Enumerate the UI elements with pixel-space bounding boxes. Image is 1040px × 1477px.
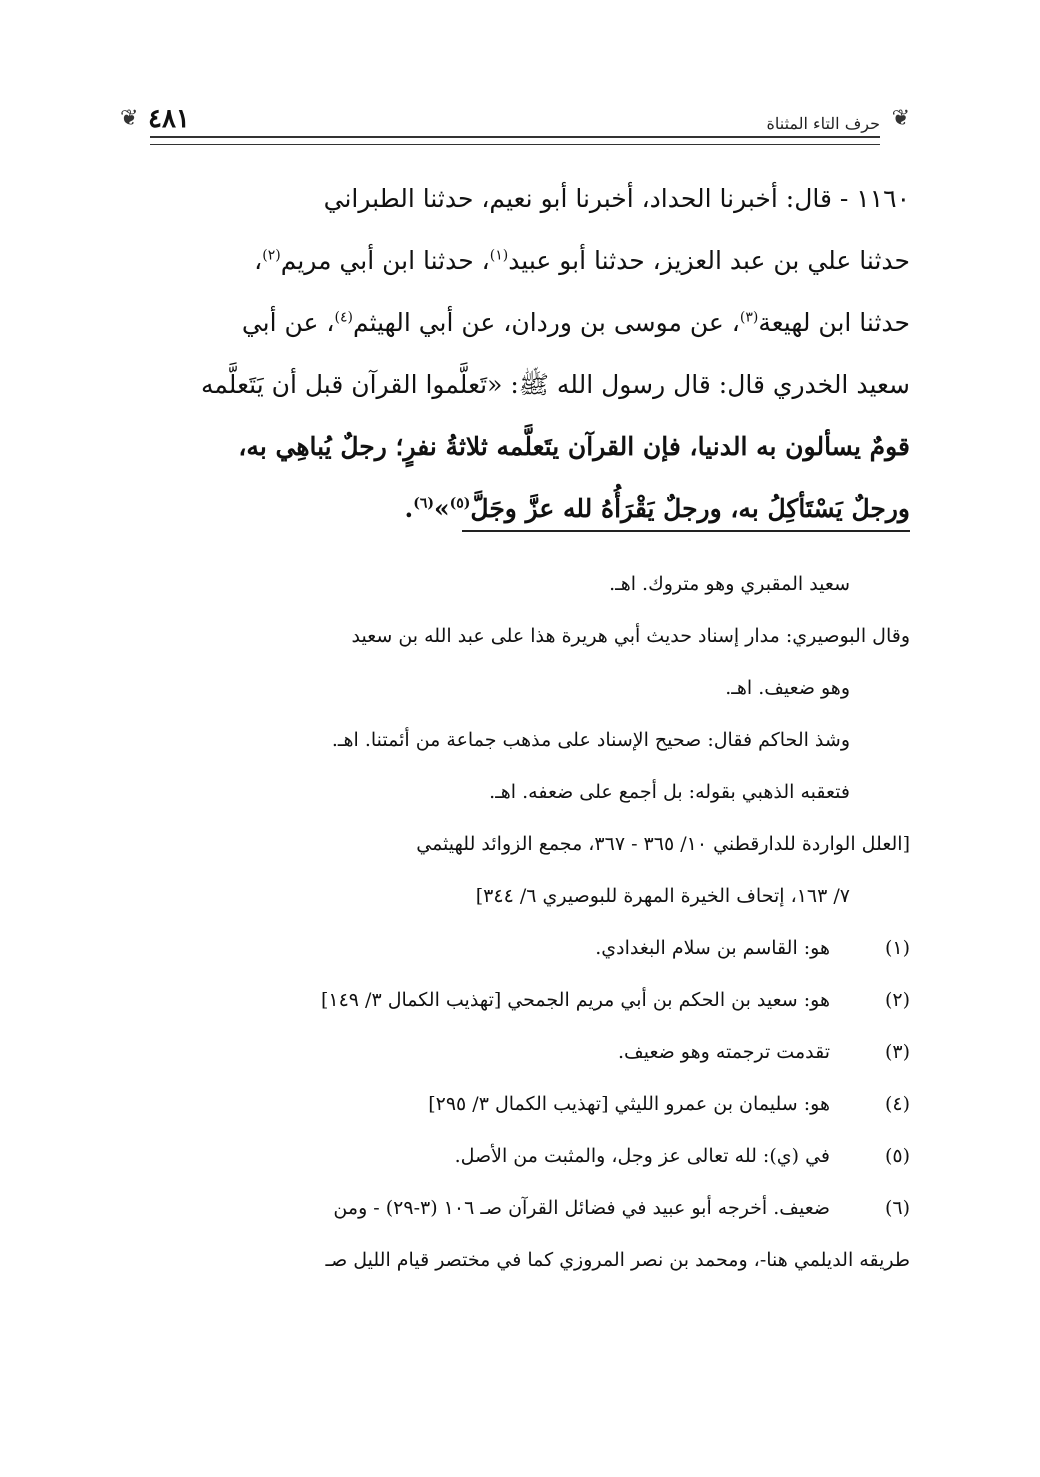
footnote-ref: (٤) (334, 309, 353, 326)
note-line: وقال البوصيري: مدار إسناد حديث أبي هريرة هذا على عبد الله بن سعيد (351, 625, 910, 647)
ornament-icon: ❦ (891, 106, 910, 131)
note-line: ٧/ ١٦٣، إتحاف الخيرة المهرة للبوصيري ٦/ ٣٤٤] (475, 885, 850, 907)
note-line: سعيد المقبري وهو متروك. اهـ. (609, 573, 850, 595)
ornament-icon: ❦ (120, 106, 139, 131)
footnote-text: تقدمت ترجمته وهو ضعيف. (618, 1041, 830, 1063)
footnote (130, 1182, 910, 1234)
footnote-number: (٥) (884, 1145, 910, 1167)
note-line: [العلل الواردة للدارقطني ١٠/ ٣٦٥ - ٣٦٧، مجمع الزوائد للهيثمي (416, 833, 910, 855)
footnote-text: طريقه الديلمي هنا-، ومحمد بن نصر المروزي كما في مختصر قيام الليل صـ (325, 1249, 910, 1271)
footnote-number: (٦) (884, 1197, 910, 1219)
footnote-number: (٣) (884, 1041, 910, 1063)
footnote-text: هو: سعيد بن الحكم بن أبي مريم الجمحي [تهذيب الكمال ٣/ ١٤٩] (320, 989, 830, 1011)
footnote-number: (٢) (884, 989, 910, 1011)
footnote-ref: (٢) (262, 247, 281, 264)
footnote (130, 974, 910, 1026)
footnote (130, 1130, 910, 1182)
footnote-text: ضعيف. أخرجه أبو عبيد في فضائل القرآن صـ ١٠٦ (٣-٢٩) - ومن (333, 1197, 830, 1219)
footnote-area (130, 558, 910, 1286)
footnote-number: (٤) (884, 1093, 910, 1115)
header-rule (150, 136, 880, 145)
footnote-text: هو: القاسم بن سلام البغدادي. (595, 937, 830, 959)
running-header (120, 100, 910, 146)
text-line: حدثنا ابن لهيعة$^{(٣)}$، عن موسى بن وردان، عن أبي الهيثم$^{(٤)}$، عن أبي (241, 308, 910, 337)
footnote-ref: (٦) (413, 495, 434, 512)
footnote (130, 922, 910, 974)
footnote-text: في (ي): لله تعالى عز وجل، والمثبت من الأصل. (454, 1145, 830, 1167)
footnote-divider (462, 530, 910, 532)
footnote-ref: (١) (489, 247, 509, 264)
footnote (130, 1026, 910, 1078)
chapter-title: حرف التاء المثناة (766, 114, 880, 133)
text-line: ١١٦٠ - قال: أخبرنا الحداد، أخبرنا أبو نعيم، حدثنا الطبراني (323, 184, 910, 213)
hadith-line: ورجلٌ يَسْتَأكِلُ به، ورجلٌ يَقْرَأُهُ لله عزَّ وجَلَّ$^{(٥)}$»$^{(٦)}$. (404, 494, 910, 523)
note-line: فتعقبه الذهبي بقوله: بل أجمع على ضعفه. اهـ. (489, 781, 850, 803)
hadith-line: قومٌ يسألون به الدنيا، فإن القرآن يتَعلَّمه ثلاثةُ نفرٍ؛ رجلٌ يُباهِي به، (238, 432, 910, 461)
footnote-ref: (٣) (739, 309, 759, 326)
note-line: وهو ضعيف. اهـ. (725, 677, 850, 699)
text-line: حدثنا علي بن عبد العزيز، حدثنا أبو عبيد$^{(١)}$، حدثنا ابن أبي مريم$^{(٢)}$، (254, 246, 910, 275)
footnote (130, 1078, 910, 1130)
main-text (130, 168, 910, 540)
page-number: ٤٨١ (148, 104, 190, 134)
footnote-text: هو: سليمان بن عمرو الليثي [تهذيب الكمال ٣/ ٢٩٥] (428, 1093, 830, 1115)
note-line: وشذ الحاكم فقال: صحيح الإسناد على مذهب جماعة من أئمتنا. اهـ. (331, 729, 850, 751)
footnote-ref: (٥) (449, 495, 471, 512)
footnote-continuation (130, 1234, 910, 1286)
text-line: سعيد الخدري قال: قال رسول الله ﷺ: «تَعلَّموا القرآن قبل أن يَتَعلَّمه (200, 370, 910, 399)
footnote-number: (١) (884, 937, 910, 959)
